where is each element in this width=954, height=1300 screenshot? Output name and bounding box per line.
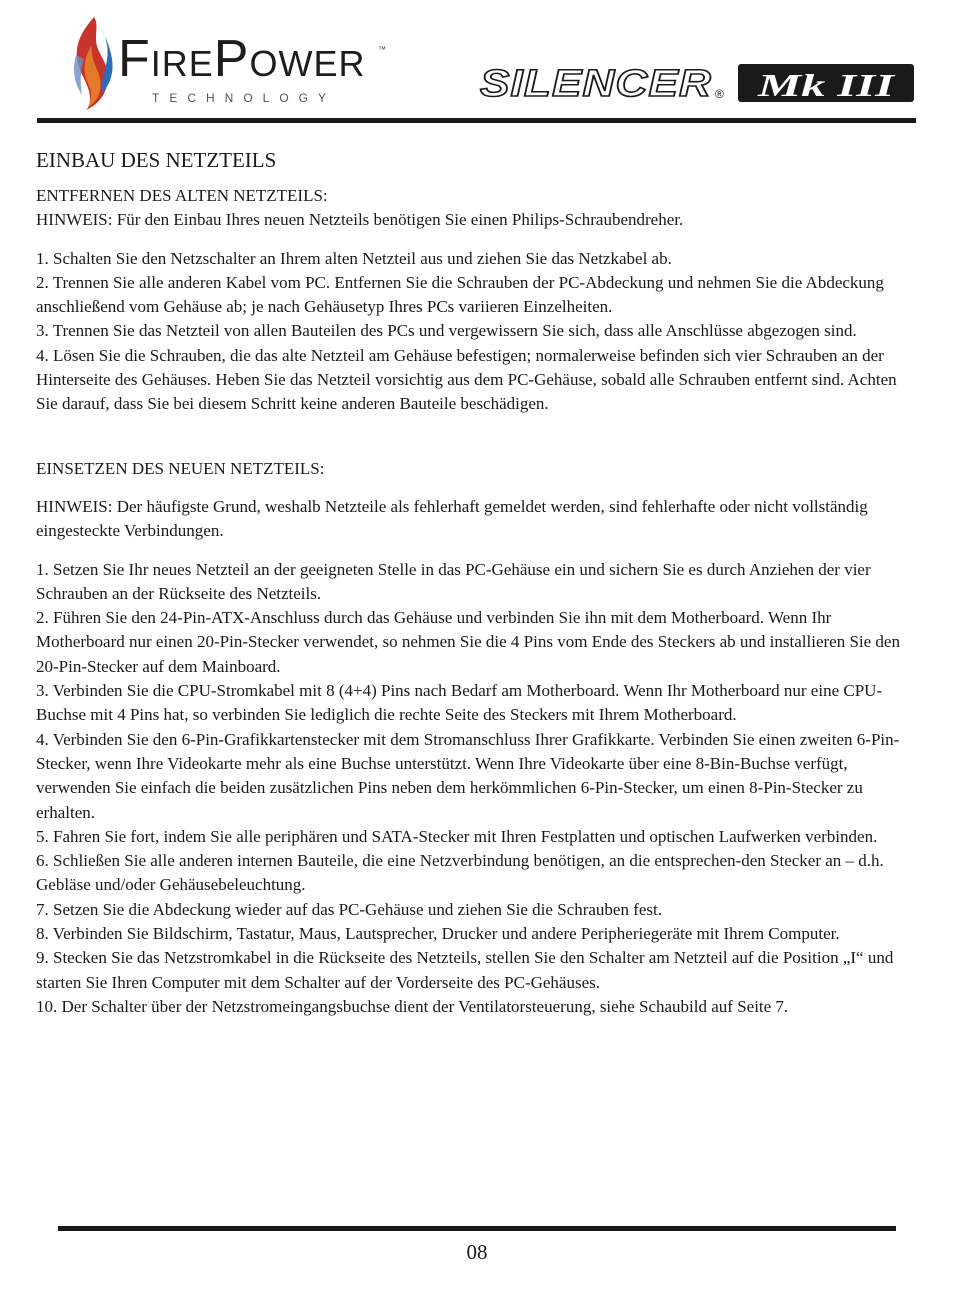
install-step: 3. Verbinden Sie die CPU-Stromkabel mit 8 (4+4) Pins nach Bedarf am Motherboard. Wenn Ihr Motherboard nur eine CPU-Buchse mit 4 Pins hat, so verbinden Sie lediglich die rechte Seite des Steckers mit Ihrem Motherboard. [36, 681, 883, 725]
install-heading: EINSETZEN DES NEUEN NETZTEILS: [36, 458, 325, 478]
footer-rule [58, 1226, 896, 1231]
header-rule [37, 118, 916, 123]
product-name: SILENCER [480, 63, 712, 105]
remove-step: 1. Schalten Sie den Netzschalter an Ihrem alten Netzteil aus und ziehen Sie das Netzkabel ab. [36, 248, 672, 268]
page-content [36, 146, 920, 1019]
remove-note: HINWEIS: Für den Einbau Ihres neuen Netzteils benötigen Sie einen Philips-Schraubendreher. [36, 210, 684, 230]
install-step: 1. Setzen Sie Ihr neues Netzteil an der geeigneten Stelle in das PC-Gehäuse ein und sichern Sie es durch Anziehen der vier Schrauben an der Rückseite des Netzteils. [36, 559, 871, 603]
brand-subtitle: TECHNOLOGY [152, 91, 337, 105]
silencer-mk3-logo [476, 60, 916, 106]
remove-step: 4. Lösen Sie die Schrauben, die das alte Netzteil am Gehäuse befestigen; normalerweise befinden sich vier Schrauben an der Hinterseite des Gehäuses. Heben Sie das Netzteil vorsichtig aus dem PC-Gehäuse, sobald alle Schrauben entfernt sind. Achten Sie darauf, dass Sie bei diesem Schritt keine anderen Bauteile beschädigen. [36, 345, 897, 414]
section-title: EINBAU DES NETZTEILS [36, 148, 277, 172]
flame-icon [70, 15, 114, 110]
registered-mark: ® [715, 87, 724, 101]
install-step: 7. Setzen Sie die Abdeckung wieder auf das PC-Gehäuse und ziehen Sie die Schrauben fest. [36, 899, 662, 919]
install-step: 10. Der Schalter über der Netzstromeingangsbuchse dient der Ventilatorsteuerung, siehe Schaubild auf Seite 7. [36, 996, 789, 1016]
install-step: 5. Fahren Sie fort, indem Sie alle periphären und SATA-Stecker mit Ihren Festplatten und optischen Laufwerken verbinden. [36, 826, 878, 846]
install-step: 8. Verbinden Sie Bildschirm, Tastatur, Maus, Lautsprecher, Drucker und andere Peripheriegeräte mit Ihrem Computer. [36, 924, 840, 944]
page-number: 08 [466, 1240, 488, 1264]
product-version: Mk III [756, 67, 897, 103]
trademark-mark: ™ [378, 45, 386, 54]
install-step: 4. Verbinden Sie den 6-Pin-Grafikkartenstecker mit dem Stromanschluss Ihrer Grafikkarte. Verbinden Sie einen zweiten 6-Pin-Stecker, wenn Ihre Videokarte mehr als eine Buchse unterstützt. Wenn Ihre Videokarte über eine 8-Bin-Buchse verfügt, verwenden Sie einfach die beiden zusätzlichen Pins neben dem herkömmlichen 6-Pin-Stecker, um einen 8-Pin-Stecker zu erhalten. [36, 729, 900, 822]
install-step: 9. Stecken Sie das Netzstromkabel in die Rückseite des Netzteils, stellen Sie den Schalter am Netzteil auf die Position „I“ und starten Sie Ihren Computer mit dem Schalter auf der Vorderseite des PC-Gehäuses. [36, 948, 894, 992]
brand-name: FirePower [118, 30, 366, 88]
page-header [0, 0, 954, 130]
remove-step: 2. Trennen Sie alle anderen Kabel vom PC. Entfernen Sie die Schrauben der PC-Abdeckung und nehmen Sie die Abdeckung anschließend vom Gehäuse ab; je nach Gehäusetyp Ihres PCs variieren Einzelheiten. [36, 272, 884, 317]
install-step: 2. Führen Sie den 24-Pin-ATX-Anschluss durch das Gehäuse und verbinden Sie ihn mit dem Motherboard. Wenn Ihr Motherboard nur einen 20-Pin-Stecker verwendet, so nehmen Sie die 4 Pins vom Ende des Steckers ab und installieren Sie den 20-Pin-Stecker auf dem Mainboard. [36, 608, 900, 676]
remove-step: 3. Trennen Sie das Netzteil von allen Bauteilen des PCs und vergewissern Sie sich, dass alle Anschlüsse abgezogen sind. [36, 321, 857, 341]
firepower-logo [70, 15, 390, 110]
install-step: 6. Schließen Sie alle anderen internen Bauteile, die eine Netzverbindung benötigen, an die entsprechen-den Stecker an – d.h. Gebläse und/oder Gehäusebeleuchtung. [36, 851, 884, 895]
install-note: HINWEIS: Der häufigste Grund, weshalb Netzteile als fehlerhaft gemeldet werden, sind fehlerhafte oder nicht vollständig eingesteckte Verbindungen. [36, 496, 868, 541]
remove-heading: ENTFERNEN DES ALTEN NETZTEILS: [36, 186, 328, 205]
